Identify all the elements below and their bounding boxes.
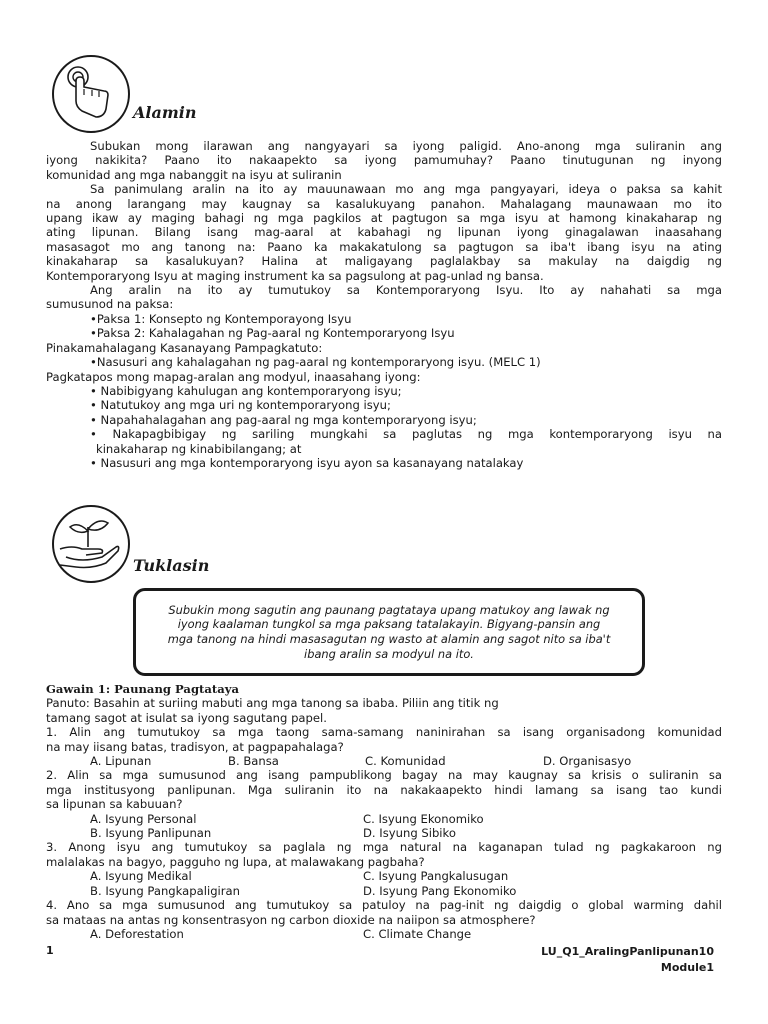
tuklasin-title: Tuklasin [133,556,210,575]
lesson-line: masasagot mo ang tanong na: Paano ka makakatulong sa pagtugon sa iba't ibang isyu na ating [46,239,722,254]
page-number: 1 [46,944,54,957]
question-line: 2. Alin sa mga sumusunod ang isang pampublikong bagay na may kaugnay sa krisis o suliranin sa [46,768,722,783]
question-line: mga institusyong panlipunan. Mga suliranin ito na nakakaapekto hindi lamang sa isang tao kundi [46,782,722,797]
melc-item: •Nasusuri ang kahalagahan ng pag-aaral ng kontemporaryong isyu. (MELC 1) [90,355,541,370]
intro-line: Subukan mong ilarawan ang nangyayari sa iyong paligid. Ano-anong mga suliranin ang [90,139,722,153]
choice: B. Isyung Pangkapaligiran [90,883,240,898]
pretest-heading: Gawain 1: Paunang Pagtataya [46,682,240,696]
question-line: 1. Alin ang tumutukoy sa mga taong sama-samang naninirahan sa isang organisadong komunidad [46,725,722,740]
objective-item: • Nasusuri ang mga kontemporaryong isyu ayon sa kasanayang natalakay [90,455,524,470]
question-choices [46,826,722,840]
choice: D. Isyung Sibiko [363,826,456,841]
choice: A. Deforestation [90,926,184,941]
topic-item: •Paksa 2: Kahalagahan ng Pag-aaral ng Kontemporaryong Isyu [90,326,455,341]
choice: B. Bansa [228,754,279,769]
instruction-text [146,603,632,661]
choice: A. Isyung Medikal [90,869,192,884]
touch-icon [52,55,130,133]
lesson-line: Kontemporaryong Isyu at maging instrument ka sa pagsulong at pag-unlad ng bansa. [46,268,544,283]
instruction-line: mga tanong na hindi masasagutan ng wasto at alamin ang sagot nito sa iba't [167,632,611,646]
choice: C. Isyung Ekonomiko [363,811,484,826]
choice: D. Organisasyo [543,754,632,769]
question-choices [46,884,722,898]
pretest-instruction: tamang sagot at isulat sa iyong sagutang papel. [46,710,327,725]
alamin-title: Alamin [133,103,197,122]
alamin-body [46,139,722,470]
lesson-line: ating lipunan. Bilang isang mag-aaral at kabahagi ng lipunan iyong ginagalawan inaasahang [46,225,722,240]
question-choices [46,927,722,941]
seedling-hand-icon [52,505,130,583]
lesson-line: na anong larangang may kaugnay sa kasalukuyang panahon. Mahalagang maunawaan mo ito [46,196,722,211]
question-choices [46,754,722,768]
question-line: na may iisang batas, tradisyon, at pagpapahalaga? [46,739,344,754]
lesson-line: kinakaharap sa kasalukuyan? Halina at maligayang paglalakbay sa makulay na daigdig ng [46,254,722,269]
objective-item: • Nabibigyang kahulugan ang kontemporaryong isyu; [90,383,402,398]
choice: C. Komunidad [365,754,446,769]
question-line: malalakas na bagyo, pagguho ng lupa, at malawakang pagbaha? [46,854,425,869]
question-choices [46,812,722,826]
choice: C. Climate Change [363,926,472,941]
question-line: sa lipunan sa kabuuan? [46,797,183,812]
choice: A. Lipunan [90,754,152,769]
choice: B. Isyung Panlipunan [90,826,212,841]
module-code: LU_Q1_AralingPanlipunan10 [541,945,714,958]
lesson-line: upang ikaw ay maging bahagi ng mga pagkilos at pagtugon sa mga isyu at hamong kinakaharap ng [46,211,722,226]
objective-item-cont: kinakaharap ng kinabibilangang; at [96,441,302,456]
topics-intro-line: Ang aralin na ito ay tumutukoy sa Kontemporaryong Isyu. Ito ay nahahati sa mga [90,283,722,298]
question-line: 3. Anong isyu ang tumutukoy sa paglala ng mga natural na kaganapan tulad ng pagkakaroon ng [46,840,722,855]
choice: D. Isyung Pang Ekonomiko [363,883,517,898]
instruction-box [133,588,645,676]
melc-heading: Pinakamahalagang Kasanayang Pampagkatuto: [46,340,323,355]
topic-item: •Paksa 1: Konsepto ng Kontemporayong Isyu [90,311,352,326]
intro-line: iyong nakikita? Paano ito nakaapekto sa iyong pamumuhay? Paano tinutugunan ng inyong [46,153,722,168]
pretest [46,682,722,941]
intro-line: komunidad ang mga nabanggit na isyu at suliranin [46,167,342,182]
instruction-line: Subukin mong sagutin ang paunang pagtataya upang matukoy ang lawak ng [168,602,610,617]
question-choices [46,869,722,883]
instruction-line: ibang aralin sa modyul na ito. [304,646,474,661]
lesson-line: Sa panimulang aralin na ito ay mauunawaan mo ang mga pangyayari, ideya o paksa sa kahit [90,182,722,197]
objectives-heading: Pagkatapos mong mapag-aralan ang modyul, inaasahang iyong: [46,369,421,384]
module-reference [541,944,714,976]
pretest-instruction: Panuto: Basahin at suriing mabuti ang mga tanong sa ibaba. Piliin ang titik ng [46,696,499,711]
choice: A. Isyung Personal [90,811,197,826]
module-label: Module1 [660,961,714,974]
objective-item: • Nakapagbibigay ng sariling mungkahi sa paglutas ng mga kontemporaryong isyu na [90,427,722,442]
objective-item: • Napahahalagahan ang pag-aaral ng mga kontemporaryong isyu; [90,412,477,427]
topics-intro-line: sumusunod na paksa: [46,297,174,312]
objective-item: • Natutukoy ang mga uri ng kontemporaryong isyu; [90,398,391,413]
question-line: 4. Ano sa mga sumusunod ang tumutukoy sa patuloy na pag-init ng daigdig o global warming dahil [46,898,722,913]
question-line: sa mataas na antas ng konsentrasyon ng carbon dioxide na naiipon sa atmosphere? [46,912,536,927]
choice: C. Isyung Pangkalusugan [363,869,509,884]
instruction-line: iyong kaalaman tungkol sa mga paksang tatalakayin. Bigyang-pansin ang [177,617,601,632]
